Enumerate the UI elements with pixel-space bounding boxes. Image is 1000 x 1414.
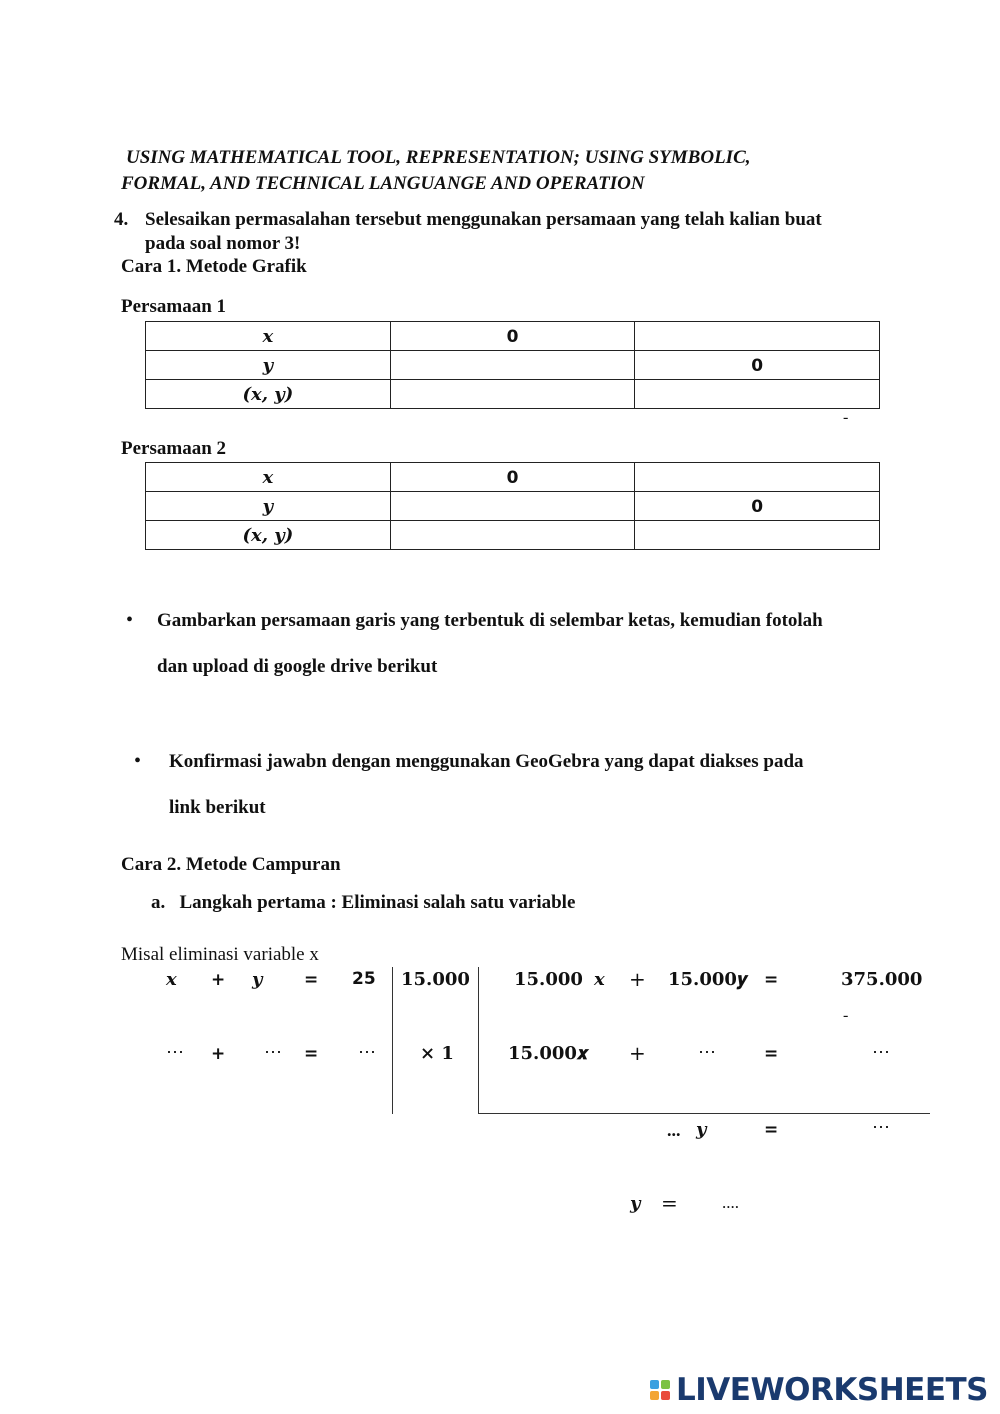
method1-title: Cara 1. Metode Grafik (121, 256, 307, 277)
eq-equals: = (304, 970, 319, 990)
cell-x1[interactable]: 0 (390, 463, 635, 492)
table-row (146, 322, 880, 351)
multiplier-2: × 𝟏 (420, 1043, 454, 1064)
row-header-y: 𝒚 (146, 492, 391, 521)
dash-mark: - (843, 409, 849, 426)
blank-y-final[interactable]: .... (722, 1193, 739, 1212)
question-line-1: Selesaikan permasalahan tersebut menggunakan persamaan yang telah kalian buat (145, 209, 822, 230)
table-row (146, 521, 880, 550)
equation2-table (145, 462, 880, 550)
equation1-table (145, 321, 880, 409)
table-row (146, 463, 880, 492)
row-header-x: 𝒙 (146, 463, 391, 492)
bullet1-line-2: dan upload di google drive berikut (157, 656, 438, 677)
bullet2-line-1: Konfirmasi jawabn dengan menggunakan GeoGebra yang dapat diakses pada (169, 751, 804, 772)
coef-x: 15.000 (514, 969, 583, 990)
question-line-2: pada soal nomor 3! (145, 233, 301, 254)
table-row (146, 351, 880, 380)
eq-plus: + (211, 1044, 226, 1064)
cell-xy1[interactable] (390, 380, 635, 409)
cell-xy1[interactable] (390, 521, 635, 550)
var-x: 𝒙 (594, 969, 605, 990)
blank-y[interactable]: ⋯ (264, 1042, 282, 1063)
table-row (146, 492, 880, 521)
section-heading (121, 145, 751, 197)
equation2-label: Persamaan 2 (121, 438, 227, 459)
step-a: a. Langkah pertama : Eliminasi salah satu variable (151, 892, 576, 913)
cell-y1[interactable] (390, 492, 635, 521)
eq-plus: + (629, 1041, 646, 1065)
bullet2-line-2: link berikut (169, 797, 266, 818)
eq-value: 25 (352, 969, 376, 989)
blank-value[interactable]: ⋯ (358, 1042, 376, 1063)
equation1-label: Persamaan 1 (121, 296, 227, 317)
cell-x1[interactable]: 0 (390, 322, 635, 351)
row-header-y: 𝒚 (146, 351, 391, 380)
bullet1-line-1: Gambarkan persamaan garis yang terbentuk di selembar ketas, kemudian fotolah (157, 610, 823, 631)
heading-line-2: FORMAL, AND TECHNICAL LANGUANGE AND OPERATION (121, 173, 645, 194)
eq-equals: = (661, 1191, 678, 1215)
blank-coefficient[interactable]: ... (667, 1120, 685, 1140)
blank-y-term[interactable]: ⋯ (698, 1042, 716, 1063)
multiplier-1: 15.000 (401, 969, 470, 990)
var-y-final: 𝒚 (630, 1193, 641, 1214)
blank-result[interactable]: ⋯ (872, 1042, 890, 1063)
row-header-xy: (𝒙, 𝒚) (146, 521, 391, 550)
subtract-sign: - (843, 1007, 849, 1024)
eq-plus: + (629, 967, 646, 991)
heading-line-1: USING MATHEMATICAL TOOL, REPRESENTATION; USING SYMBOLIC, (126, 147, 751, 168)
bullet-icon: • (134, 750, 142, 772)
logo-icon (650, 1380, 670, 1400)
subtraction-line (478, 1113, 930, 1114)
liveworksheets-logo (650, 1372, 988, 1408)
cell-xy2[interactable] (635, 380, 880, 409)
cell-y2[interactable]: 0 (635, 351, 880, 380)
question-number: 4. (114, 209, 129, 230)
logo-text: LIVEWORKSHEETS (676, 1372, 988, 1408)
cell-y1[interactable] (390, 351, 635, 380)
var-y: 𝒚 (696, 1119, 707, 1140)
bullet-icon: • (126, 609, 134, 631)
term-y: 15.000𝒚 (668, 969, 748, 990)
cell-xy2[interactable] (635, 521, 880, 550)
eq-y: 𝒚 (252, 969, 263, 990)
separator-left (392, 967, 393, 1114)
method2-title: Cara 2. Metode Campuran (121, 854, 341, 875)
blank-diff[interactable]: ⋯ (872, 1117, 890, 1138)
result-value: 375.000 (841, 969, 923, 990)
eq-equals: = (764, 1120, 779, 1140)
cell-y2[interactable]: 0 (635, 492, 880, 521)
eq-equals: = (304, 1044, 319, 1064)
cell-x2[interactable] (635, 322, 880, 351)
eq-x: 𝒙 (166, 969, 177, 990)
cell-x2[interactable] (635, 463, 880, 492)
term-x: 15.000𝒙 (508, 1043, 589, 1064)
row-header-x: 𝒙 (146, 322, 391, 351)
eq-plus: + (211, 970, 226, 990)
blank-x[interactable]: ⋯ (166, 1042, 184, 1063)
eq-equals: = (764, 970, 779, 990)
eq-equals: = (764, 1044, 779, 1064)
row-header-xy: (𝒙, 𝒚) (146, 380, 391, 409)
separator-right (478, 967, 479, 1114)
elimination-note: Misal eliminasi variable x (121, 944, 319, 965)
table-row (146, 380, 880, 409)
